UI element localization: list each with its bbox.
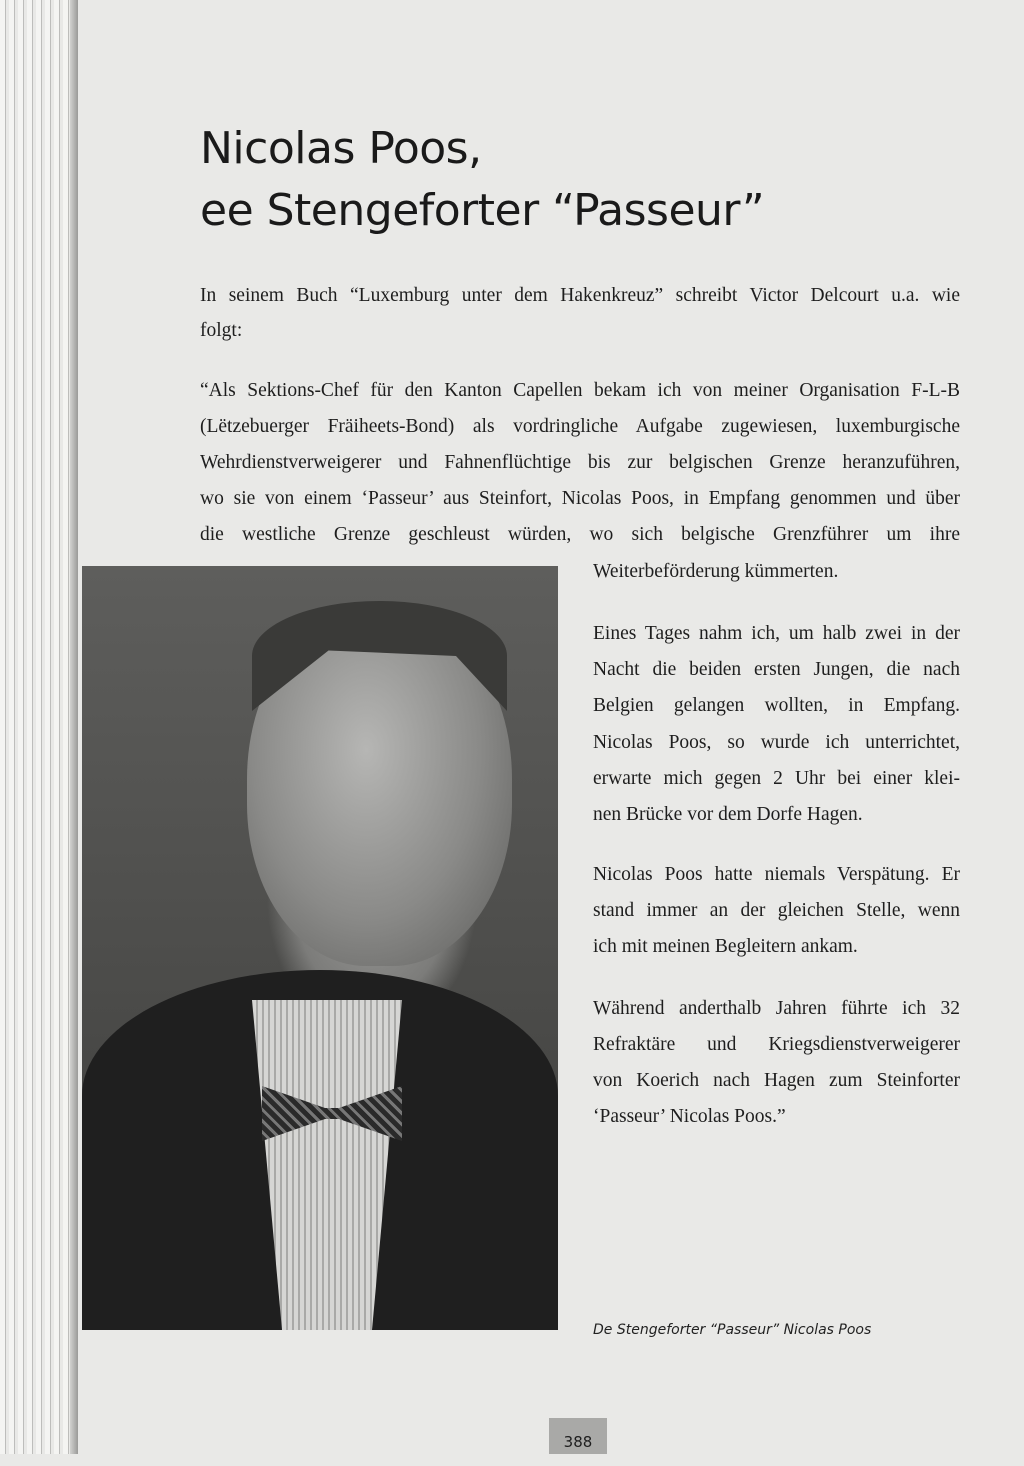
- text-line: folgt:: [200, 320, 243, 341]
- text-line: stand immer an der gleichen Stelle, wenn: [593, 900, 960, 921]
- title-line: Nicolas Poos,: [200, 123, 482, 174]
- book-page-edges: [0, 0, 78, 1454]
- text-line: Weiterbeförderung kümmerten.: [593, 561, 839, 582]
- page-title: [200, 118, 764, 242]
- photo-caption: De Stengeforter “Passeur” Nicolas Poos: [593, 1322, 872, 1338]
- page-number: 388: [549, 1418, 607, 1454]
- text-line: Belgien gelangen wollten, in Empfang.: [593, 695, 960, 716]
- title-line: ee Stengeforter “Passeur”: [200, 185, 765, 236]
- text-line: ‘Passeur’ Nicolas Poos.”: [593, 1106, 786, 1127]
- text-line: ich mit meinen Begleitern ankam.: [593, 936, 858, 957]
- text-line: Eines Tages nahm ich, um halb zwei in der: [593, 623, 960, 644]
- portrait-photo: [82, 566, 558, 1330]
- text-line: nen Brücke vor dem Dorfe Hagen.: [593, 804, 863, 825]
- text-line: Nacht die beiden ersten Jungen, die nach: [593, 659, 960, 680]
- text-line: Refraktäre und Kriegsdienstverweigerer: [593, 1034, 960, 1055]
- text-line: die westliche Grenze geschleust würden, wo sich belgische Grenzführer um ihre: [200, 524, 960, 545]
- text-line: erwarte mich gegen 2 Uhr bei einer klei-: [593, 768, 960, 789]
- text-line: Wehrdienstverweigerer und Fahnenflüchtige bis zur belgischen Grenze heranzuführen,: [200, 452, 960, 473]
- text-line: Während anderthalb Jahren führte ich 32: [593, 998, 960, 1019]
- text-line: von Koerich nach Hagen zum Steinforter: [593, 1070, 960, 1091]
- text-line: Nicolas Poos, so wurde ich unterrichtet,: [593, 732, 960, 753]
- text-line: wo sie von einem ‘Passeur’ aus Steinfort, Nicolas Poos, in Empfang genommen und über: [200, 488, 960, 509]
- text-line: In seinem Buch “Luxemburg unter dem Hakenkreuz” schreibt Victor Delcourt u.a. wie: [200, 285, 960, 306]
- text-line: “Als Sektions-Chef für den Kanton Capellen bekam ich von meiner Organisation F-L-B: [200, 380, 960, 401]
- text-line: Nicolas Poos hatte niemals Verspätung. Er: [593, 864, 960, 885]
- text-line: (Lëtzebuerger Fräiheets-Bond) als vordringliche Aufgabe zugewiesen, luxemburgische: [200, 416, 960, 437]
